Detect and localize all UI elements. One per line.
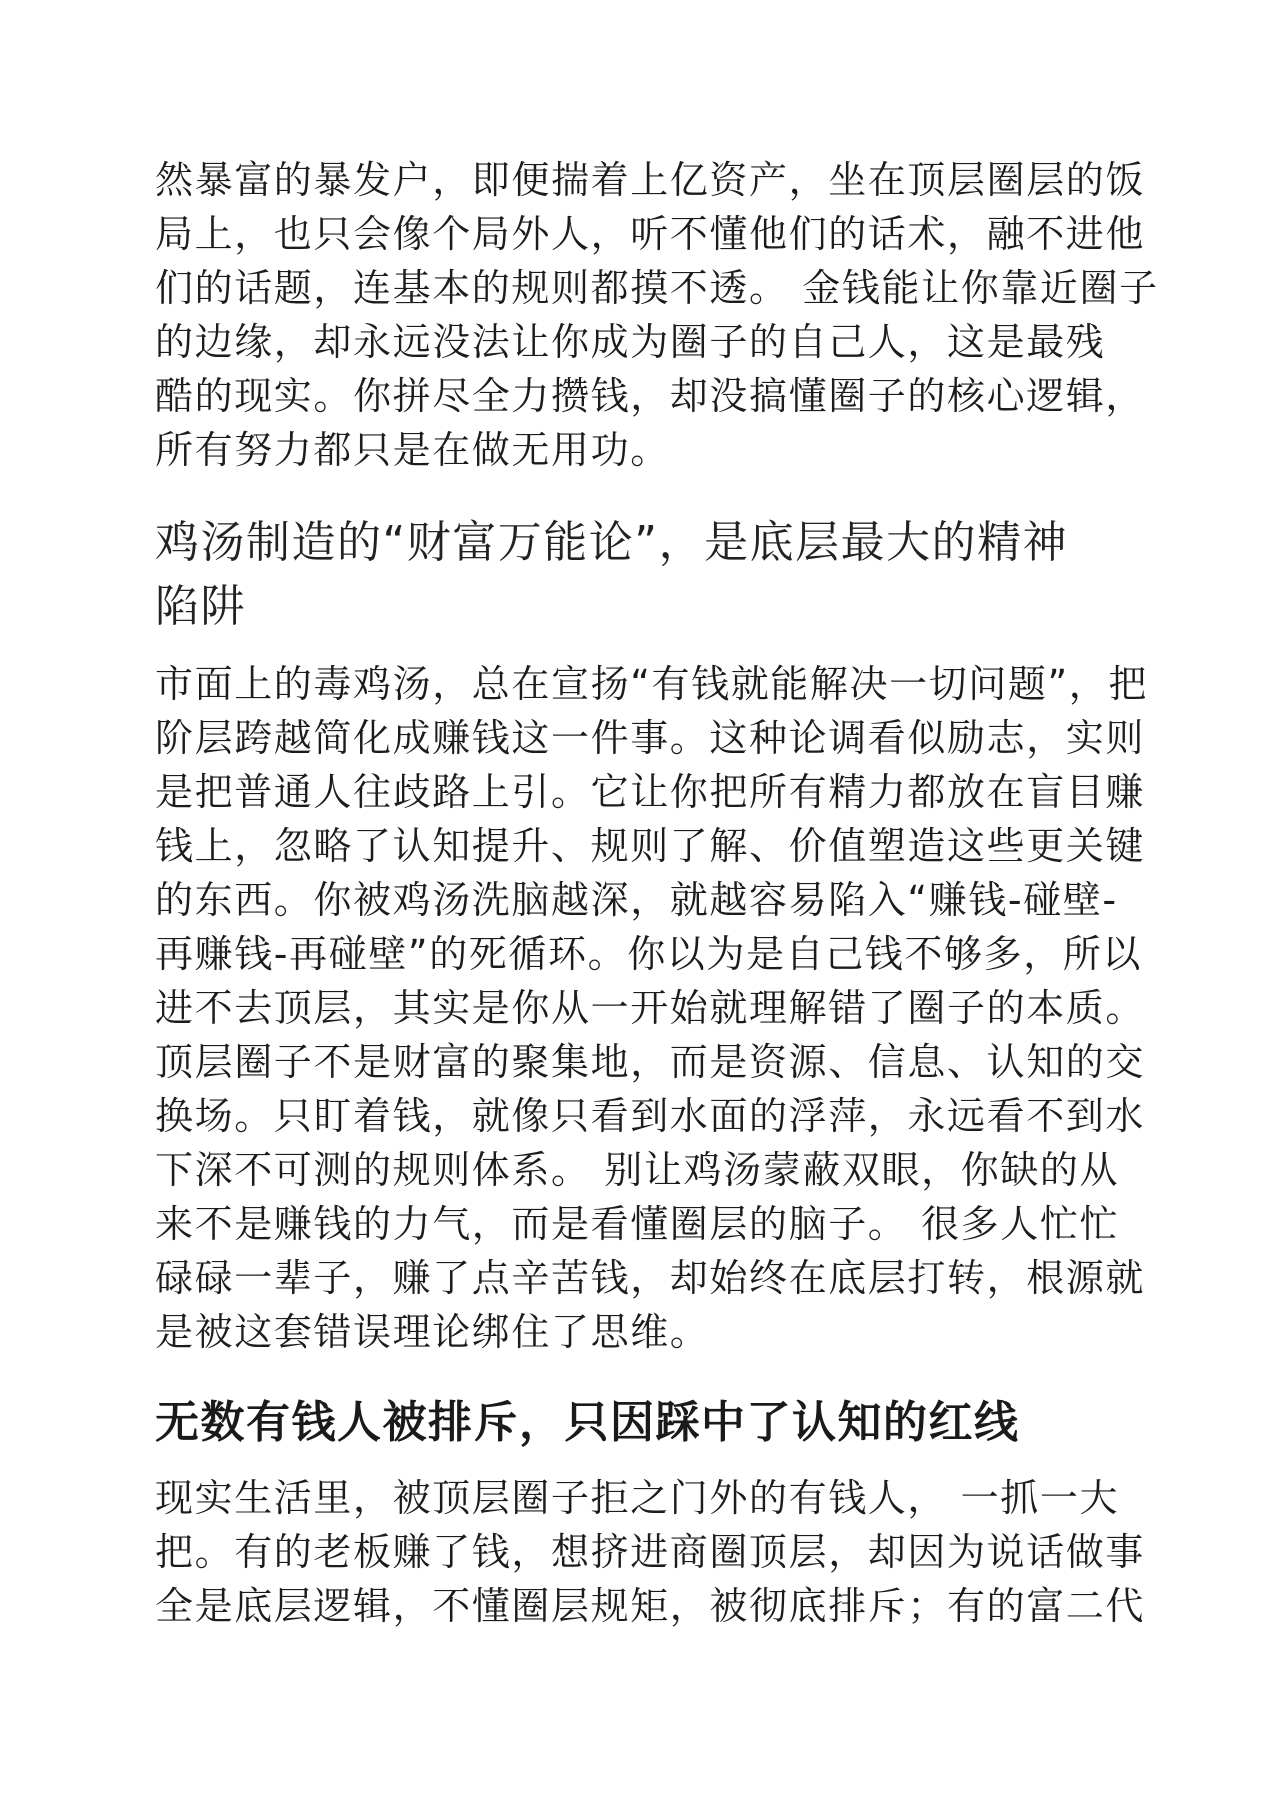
text-line: 局上，也只会像个局外人，听不懂他们的话术，融不进他 <box>155 212 1146 256</box>
text-line: 阶层跨越简化成赚钱这一件事。这种论调看似励志，实则 <box>155 716 1146 760</box>
text-line: 全是底层逻辑，不懂圈层规矩，被彻底排斥；有的富二代 <box>155 1584 1146 1628</box>
text-line: 的东西。你被鸡汤洗脑越深，就越容易陷入“赚钱-碰壁- <box>155 878 1118 922</box>
text-line: 进不去顶层，其实是你从一开始就理解错了圈子的本质。 <box>155 986 1146 1030</box>
text-line: 钱上，忽略了认知提升、规则了解、价值塑造这些更关键 <box>155 824 1146 868</box>
text-line: 的边缘，却永远没法让你成为圈子的自己人，这是最残 <box>155 320 1106 364</box>
text-line: 是把普通人往歧路上引。它让你把所有精力都放在盲目赚 <box>155 770 1146 814</box>
text-line: 现实生活里，被顶层圈子拒之门外的有钱人， 一抓一大 <box>155 1476 1120 1520</box>
text-line: 再赚钱-再碰壁”的死循环。你以为是自己钱不够多，所以 <box>155 932 1143 976</box>
text-line: 们的话题，连基本的规则都摸不透。 金钱能让你靠近圈子 <box>155 266 1159 310</box>
text-line: 换场。只盯着钱，就像只看到水面的浮萍，永远看不到水 <box>155 1094 1146 1138</box>
text-line: 下深不可测的规则体系。 别让鸡汤蒙蔽双眼，你缺的从 <box>155 1148 1120 1192</box>
heading-line: 无数有钱人被排斥，只因踩中了认知的红线 <box>155 1397 1020 1448</box>
heading-line: 陷阱 <box>155 581 246 632</box>
text-line: 顶层圈子不是财富的聚集地，而是资源、信息、认知的交 <box>155 1040 1146 1084</box>
text-line: 是被这套错误理论绑住了思维。 <box>155 1310 710 1354</box>
text-line: 酷的现实。你拼尽全力攒钱，却没搞懂圈子的核心逻辑， <box>155 374 1146 418</box>
text-line: 市面上的毒鸡汤，总在宣扬“有钱就能解决一切问题”，把 <box>155 662 1148 706</box>
text-line: 然暴富的暴发户，即便揣着上亿资产，坐在顶层圈层的饭 <box>155 158 1146 202</box>
text-line: 碌碌一辈子，赚了点辛苦钱，却始终在底层打转，根源就 <box>155 1256 1146 1300</box>
text-line: 来不是赚钱的力气，而是看懂圈层的脑子。 很多人忙忙 <box>155 1202 1120 1246</box>
heading-line: 鸡汤制造的“财富万能论”，是底层最大的精神 <box>155 517 1069 568</box>
text-line: 所有努力都只是在做无用功。 <box>155 428 670 472</box>
text-line: 把。有的老板赚了钱，想挤进商圈顶层，却因为说话做事 <box>155 1530 1146 1574</box>
